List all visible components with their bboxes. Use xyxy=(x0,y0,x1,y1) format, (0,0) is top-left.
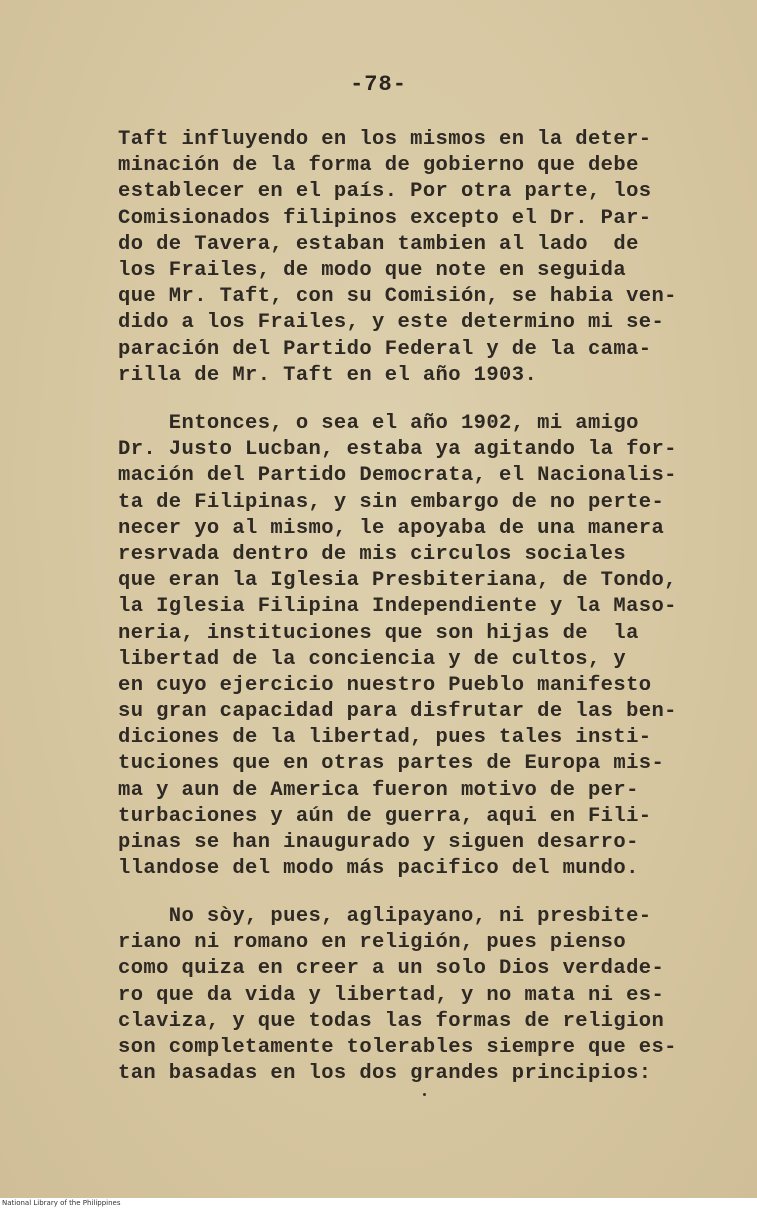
text-line: necer yo al mismo, le apoyaba de una manera xyxy=(118,516,665,540)
text-line: mación del Partido Democrata, el Nacionalis- xyxy=(118,464,677,488)
text-line: ma y aun de America fueron motivo de per- xyxy=(118,778,639,802)
text-line: rilla de Mr. Taft en el año 1903. xyxy=(118,363,538,387)
text-line: establecer en el país. Por otra parte, los xyxy=(118,180,652,204)
text-line: neria, instituciones que son hijas de la xyxy=(118,621,639,645)
text-line: ta de Filipinas, y sin embargo de no perte- xyxy=(118,490,665,514)
text-line: Entonces, o sea el año 1902, mi amigo xyxy=(118,412,639,435)
text-line: los Frailes, de modo que note en seguida xyxy=(118,258,627,282)
text-line: minación de la forma de gobierno que debe xyxy=(118,154,639,178)
text-line: diciones de la libertad, pues tales insti- xyxy=(118,726,652,750)
text-line: riano ni romano en religión, pues pienso xyxy=(118,931,627,955)
text-line: claviza, y que todas las formas de religion xyxy=(118,1009,665,1033)
ink-speck xyxy=(423,1093,426,1096)
text-line: turbaciones y aún de guerra, aqui en Fili- xyxy=(118,804,652,828)
text-line: que eran la Iglesia Presbiteriana, de Tondo, xyxy=(118,569,677,593)
paragraph-3 xyxy=(118,904,678,1087)
text-line: su gran capacidad para disfrutar de las ben- xyxy=(118,700,677,724)
paragraph-2 xyxy=(118,411,678,882)
text-line: tan basadas en los dos grandes principios: xyxy=(118,1062,652,1086)
page-number: -78- xyxy=(350,72,407,97)
text-line: tuciones que en otras partes de Europa mis- xyxy=(118,752,665,776)
text-line: ro que da vida y libertad, y no mata ni es- xyxy=(118,983,665,1007)
text-line: Comisionados filipinos excepto el Dr. Par- xyxy=(118,206,652,230)
text-line: la Iglesia Filipina Independiente y la Maso- xyxy=(118,595,677,619)
text-line: que Mr. Taft, con su Comisión, se habia ven- xyxy=(118,285,677,309)
text-line: paración del Partido Federal y de la cama- xyxy=(118,337,652,361)
text-line: resrvada dentro de mis circulos sociales xyxy=(118,542,627,566)
text-line: No sòy, pues, aglipayano, ni presbite- xyxy=(118,905,652,928)
text-line: llandose del modo más pacifico del mundo. xyxy=(118,857,639,881)
text-line: son completamente tolerables siempre que es- xyxy=(118,1035,677,1059)
text-line: pinas se han inaugurado y siguen desarro- xyxy=(118,831,639,854)
text-line: en cuyo ejercicio nuestro Pueblo manifesto xyxy=(118,673,652,697)
text-line: como quiza en creer a un solo Dios verdade- xyxy=(118,957,665,981)
text-line: Dr. Justo Lucban, estaba ya agitando la for- xyxy=(118,438,677,462)
text-line: libertad de la conciencia y de cultos, y xyxy=(118,647,627,671)
text-line: Taft influyendo en los mismos en la deter- xyxy=(118,128,652,151)
paragraph-1 xyxy=(118,127,678,389)
text-line: dido a los Frailes, y este determino mi se- xyxy=(118,311,665,335)
text-line: do de Tavera, estaban tambien al lado de xyxy=(118,232,639,256)
library-credit: National Library of the Philippines xyxy=(2,1199,121,1207)
